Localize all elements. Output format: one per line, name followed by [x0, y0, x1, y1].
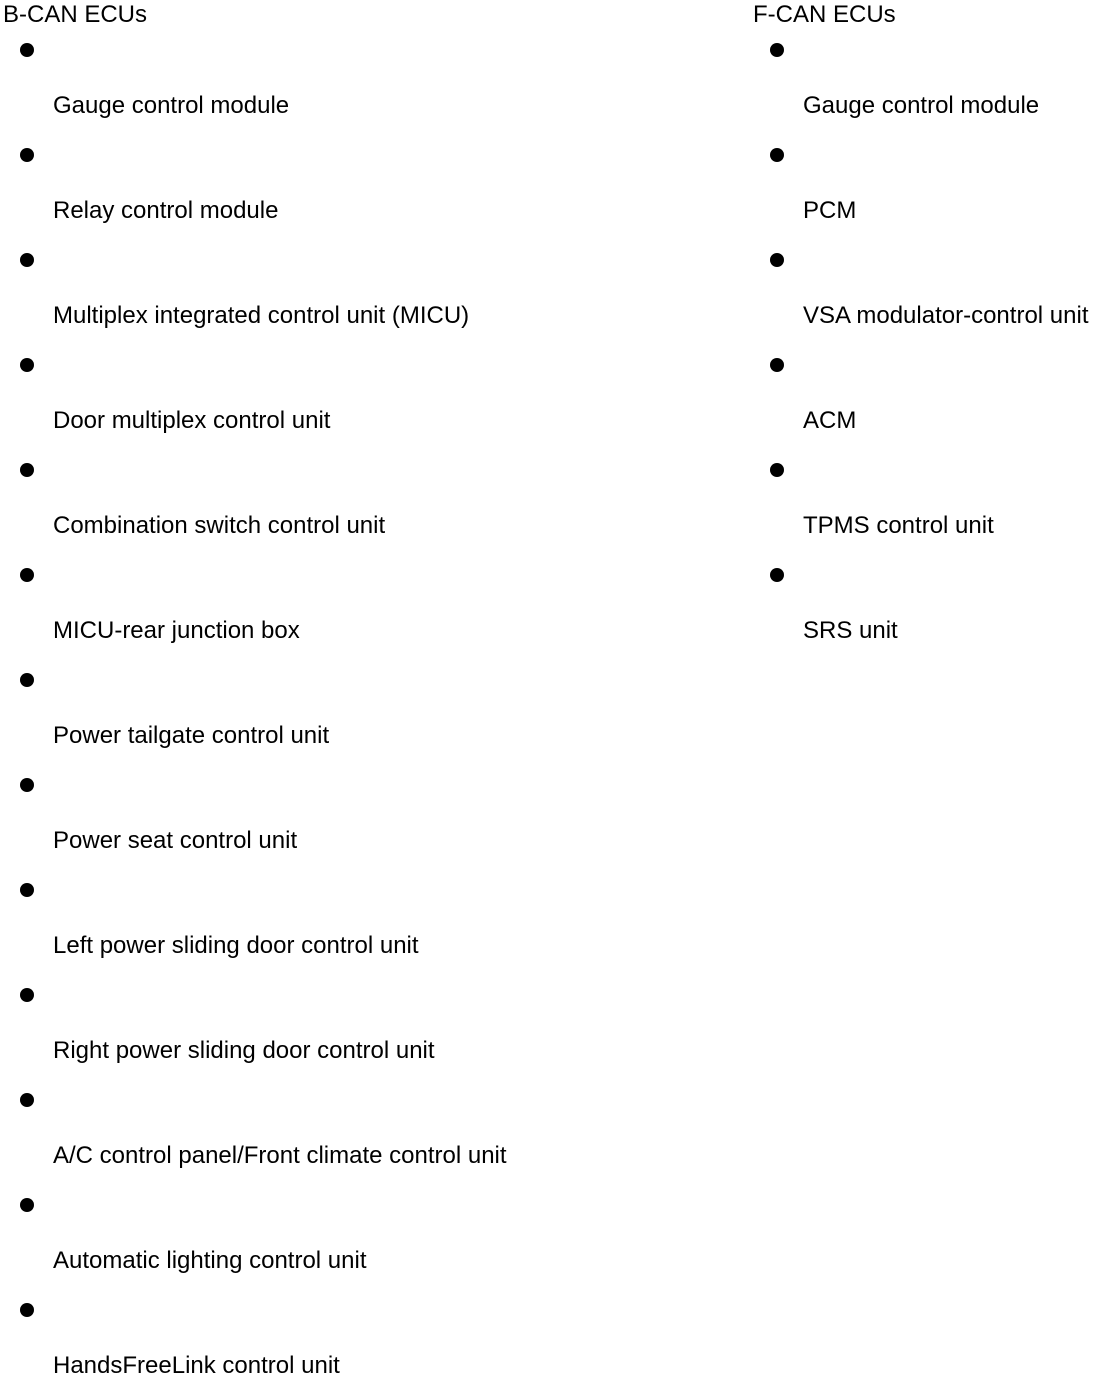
- list-item: [3, 210, 703, 329]
- bullet-icon: [20, 358, 34, 372]
- list-item-label: Combination switch control unit: [53, 512, 386, 539]
- list-item: [753, 315, 1113, 434]
- list-item-label: ACM: [803, 407, 857, 434]
- list-item: [3, 630, 703, 749]
- list-item-label: Gauge control module: [53, 92, 290, 119]
- list-item-label: Door multiplex control unit: [53, 407, 331, 434]
- b-can-heading: B-CAN ECUs: [3, 1, 148, 28]
- bullet-icon: [20, 1303, 34, 1317]
- list-item: [3, 1260, 703, 1379]
- list-item: [3, 420, 703, 539]
- bullet-icon: [20, 463, 34, 477]
- bullet-icon: [20, 148, 34, 162]
- list-item-label: Power seat control unit: [53, 827, 298, 854]
- list-item-label: Multiplex integrated control unit (MICU): [53, 302, 470, 329]
- list-item-label: Gauge control module: [803, 92, 1040, 119]
- bullet-icon: [20, 988, 34, 1002]
- bullet-icon: [20, 568, 34, 582]
- bullet-icon: [20, 43, 34, 57]
- list-item-label: TPMS control unit: [803, 512, 994, 539]
- list-item-label: Right power sliding door control unit: [53, 1037, 435, 1064]
- list-item-label: Relay control module: [53, 197, 279, 224]
- bullet-icon: [770, 358, 784, 372]
- bullet-icon: [20, 883, 34, 897]
- list-item: [3, 525, 703, 644]
- list-item-label: HandsFreeLink control unit: [53, 1352, 340, 1379]
- list-item: [753, 0, 1113, 119]
- list-item-label: PCM: [803, 197, 857, 224]
- f-can-heading: F-CAN ECUs: [753, 1, 896, 28]
- list-item: [753, 525, 1113, 644]
- list-item: [753, 210, 1113, 329]
- list-item-label: Power tailgate control unit: [53, 722, 330, 749]
- bullet-icon: [20, 673, 34, 687]
- list-item: [3, 840, 703, 959]
- bullet-icon: [770, 148, 784, 162]
- bullet-icon: [770, 43, 784, 57]
- list-item-label: Automatic lighting control unit: [53, 1247, 367, 1274]
- bullet-icon: [20, 1198, 34, 1212]
- list-item: [3, 105, 703, 224]
- list-item: [3, 735, 703, 854]
- list-item: [3, 0, 703, 119]
- list-item-label: SRS unit: [803, 617, 898, 644]
- list-item-label: A/C control panel/Front climate control unit: [53, 1142, 507, 1169]
- list-item: [753, 105, 1113, 224]
- bullet-icon: [20, 253, 34, 267]
- list-item: [3, 315, 703, 434]
- list-item-label: Left power sliding door control unit: [53, 932, 419, 959]
- list-item: [3, 1155, 703, 1274]
- list-item: [753, 420, 1113, 539]
- bullet-icon: [20, 778, 34, 792]
- bullet-icon: [20, 1093, 34, 1107]
- list-item: [3, 1050, 703, 1169]
- bullet-icon: [770, 463, 784, 477]
- list-item-label: VSA modulator-control unit: [803, 302, 1089, 329]
- bullet-icon: [770, 253, 784, 267]
- list-item: [3, 945, 703, 1064]
- bullet-icon: [770, 568, 784, 582]
- list-item-label: MICU-rear junction box: [53, 617, 300, 644]
